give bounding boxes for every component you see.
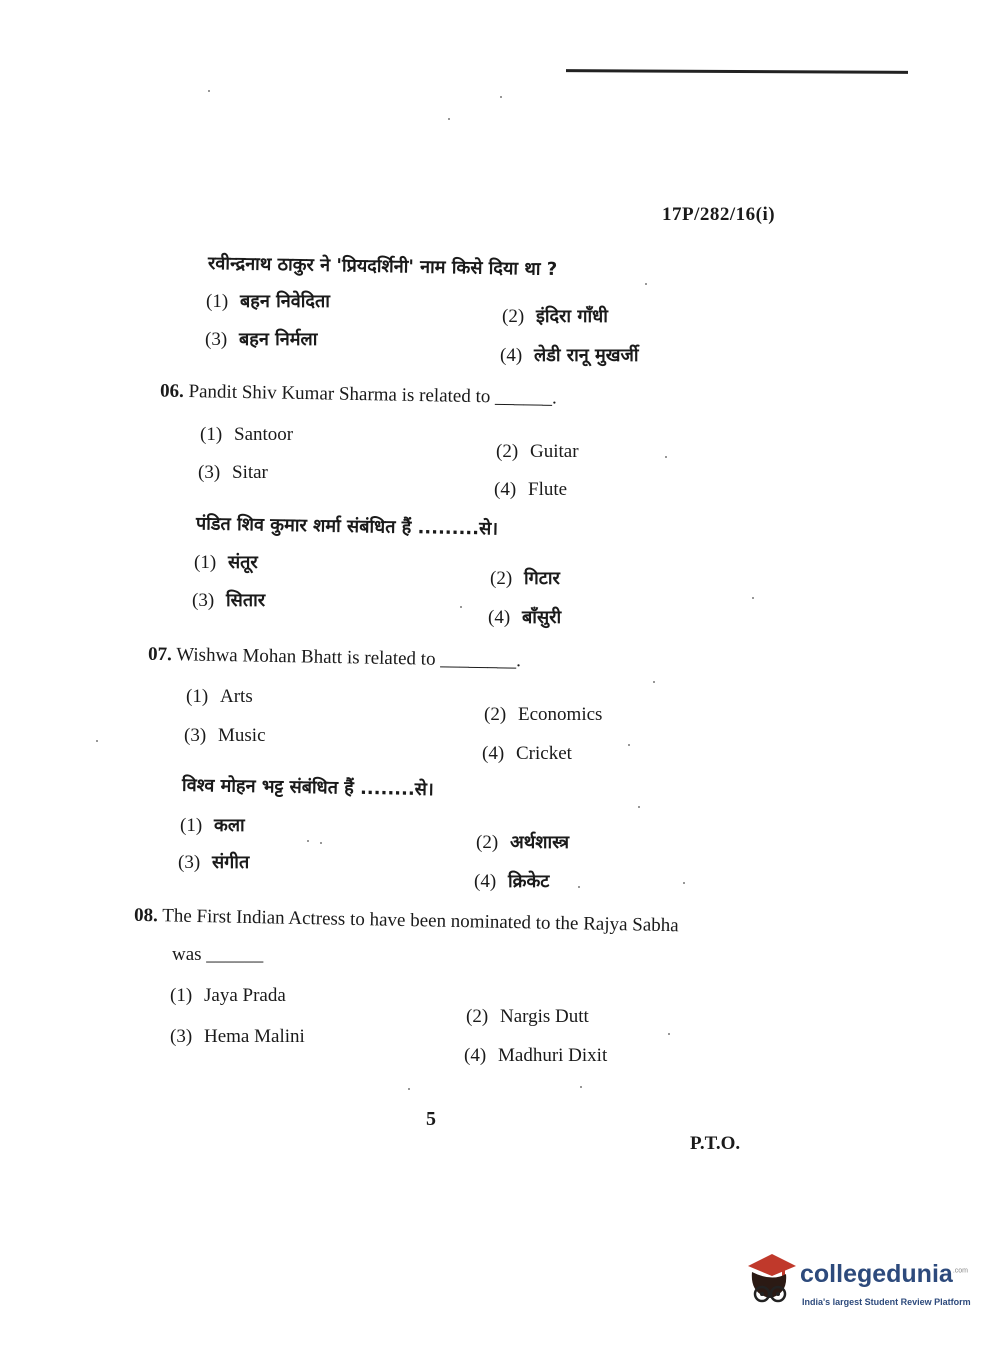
q07-hindi-option-1: (1) कला (180, 815, 245, 836)
q06-option-2: (2) Guitar (496, 441, 579, 462)
q05-option-1: (1) बहन निवेदिता (206, 291, 330, 312)
collegedunia-watermark (742, 1248, 972, 1318)
q06-option-3: (3) Sitar (198, 462, 268, 483)
q07-option-3: (3) Music (184, 725, 266, 746)
q05-option-3: (3) बहन निर्मला (205, 329, 318, 350)
logo-tagline: India's largest Student Review Platform (802, 1297, 971, 1307)
q05-option-4: (4) लेडी रानू मुखर्जी (500, 345, 639, 366)
q07-option-4: (4) Cricket (482, 743, 572, 764)
q08-question-line1: 08. The First Indian Actress to have been nominated to the Rajya Sabha (133, 904, 679, 937)
q06-hindi-option-3: (3) सितार (192, 590, 266, 611)
q07-hindi-option-4: (4) क्रिकेट (474, 871, 550, 892)
paper-code: 17P/282/16(i) (662, 204, 776, 225)
student-mascot-icon (742, 1248, 798, 1312)
logo-brand: collegedunia$^{.com}$ (800, 1260, 968, 1288)
q08-option-4: (4) Madhuri Dixit (464, 1045, 608, 1066)
q06-option-1: (1) Santoor (200, 424, 294, 445)
q08-option-2: (2) Nargis Dutt (466, 1006, 589, 1027)
q08-option-1: (1) Jaya Prada (170, 985, 286, 1006)
q07-hindi-question: विश्व मोहन भट्ट संबंधित हैं ........से। (181, 774, 434, 801)
q06-hindi-option-2: (2) गिटार (490, 568, 560, 589)
q08-question-line2: was ______ (172, 944, 264, 965)
header-rule (566, 69, 908, 74)
page-number: 5 (426, 1108, 436, 1130)
q06-option-4: (4) Flute (494, 479, 568, 500)
q05-hindi-question: रवीन्द्रनाथ ठाकुर ने 'प्रियदर्शिनी' नाम किसे दिया था ? (207, 252, 558, 281)
q07-hindi-option-3: (3) संगीत (178, 852, 250, 873)
q06-hindi-option-4: (4) बाँसुरी (488, 607, 562, 628)
q07-question: 07. Wishwa Mohan Bhatt is related to ________. (147, 643, 522, 672)
q06-hindi-question: पंडित शिव कुमार शर्मा संबंधित हैं .........से। (195, 513, 499, 540)
q06-question: 06. Pandit Shiv Kumar Sharma is related to ______. (159, 380, 558, 409)
q08-option-3: (3) Hema Malini (170, 1026, 305, 1047)
q07-hindi-option-2: (2) अर्थशास्त्र (476, 832, 570, 853)
q05-option-2: (2) इंदिरा गाँधी (502, 306, 608, 327)
pto-label: P.T.O. (690, 1133, 741, 1154)
q07-option-2: (2) Economics (484, 704, 603, 725)
q07-option-1: (1) Arts (186, 686, 253, 707)
q06-hindi-option-1: (1) संतूर (194, 552, 258, 573)
